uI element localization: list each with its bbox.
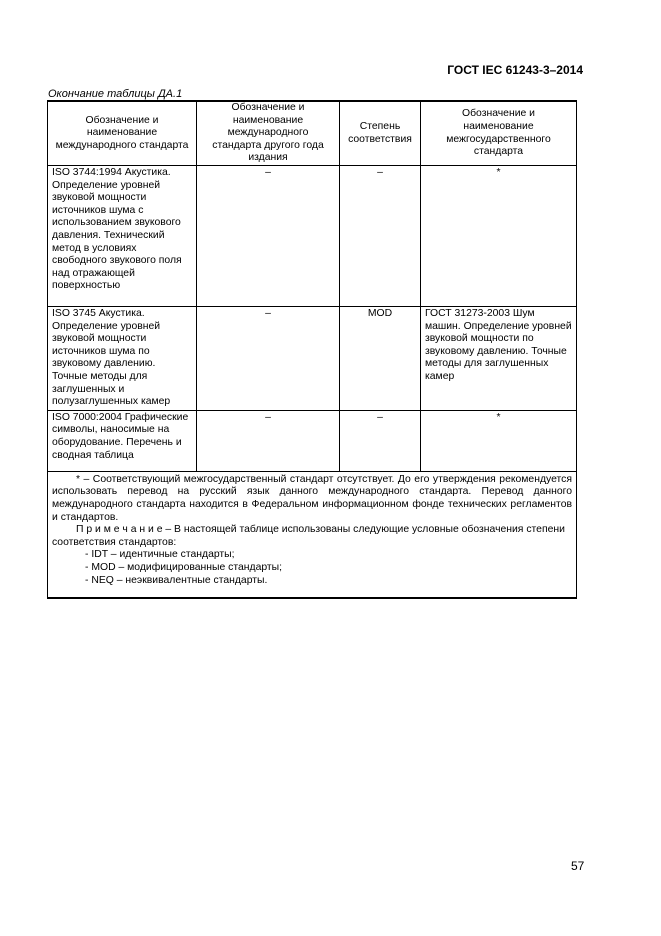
cell-interstate: *	[421, 410, 577, 471]
table-row	[48, 307, 577, 411]
cell-intl: ISO 3744:1994 Акустика. Определение уровней звуковой мощности источников шума с использованием звукового давления. Технический метод в условиях свободного звукового поля над отражающей поверхностью	[48, 166, 197, 307]
cell-degree: –	[340, 166, 421, 307]
table-row	[48, 410, 577, 471]
page-number: 57	[571, 859, 585, 873]
document-code: ГОСТ IEC 61243-3–2014	[447, 63, 583, 77]
cell-intl: ISO 3745 Акустика. Определение уровней звуковой мощности источников шума по звуковому давлению. Точные методы для заглушенных и полузаглушенных камер	[48, 307, 197, 411]
cell-other-year: –	[197, 166, 340, 307]
notes-row	[48, 471, 577, 598]
standards-table	[47, 100, 577, 599]
cell-degree: –	[340, 410, 421, 471]
column-header-degree: Степень соответствия	[340, 101, 421, 166]
note-item-idt: - IDT – идентичные стандарты;	[85, 549, 235, 561]
notes-cell	[48, 471, 577, 598]
cell-intl: ISO 7000:2004 Графические символы, наносимые на оборудование. Перечень и сводная таблица	[48, 410, 197, 471]
cell-other-year: –	[197, 307, 340, 411]
footnote-text: * – Соответствующий межгосударственный стандарт отсутствует. До его утверждения рекомендуется использовать перевод на русский язык данного международного стандарта. Перевод данного международного стандарта находится в Федеральном информационном фонде технических регламентов и стандартов.	[52, 473, 572, 523]
column-header-intl: Обозначение и наименование международного стандарта	[48, 101, 197, 166]
cell-other-year: –	[197, 410, 340, 471]
note-item-neq: - NEQ – неэквивалентные стандарты.	[85, 574, 268, 586]
table-row	[48, 166, 577, 307]
note-item-mod: - MOD – модифицированные стандарты;	[85, 561, 283, 573]
cell-interstate: ГОСТ 31273-2003 Шум машин. Определение уровней звуковой мощности по звуковому давлению. Точные методы для заглушенных камер	[421, 307, 577, 411]
table-caption: Окончание таблицы ДА.1	[48, 88, 183, 100]
table-header-row	[48, 101, 577, 166]
column-header-other-year: Обозначение и наименование международного стандарта другого года издания	[197, 101, 340, 166]
column-header-interstate: Обозначение и наименование межгосударственного стандарта	[421, 101, 577, 166]
note-intro: П р и м е ч а н и е – В настоящей таблице использованы следующие условные обозначения степени соответствия стандартов:	[52, 524, 565, 548]
cell-interstate: *	[421, 166, 577, 307]
cell-degree: MOD	[340, 307, 421, 411]
